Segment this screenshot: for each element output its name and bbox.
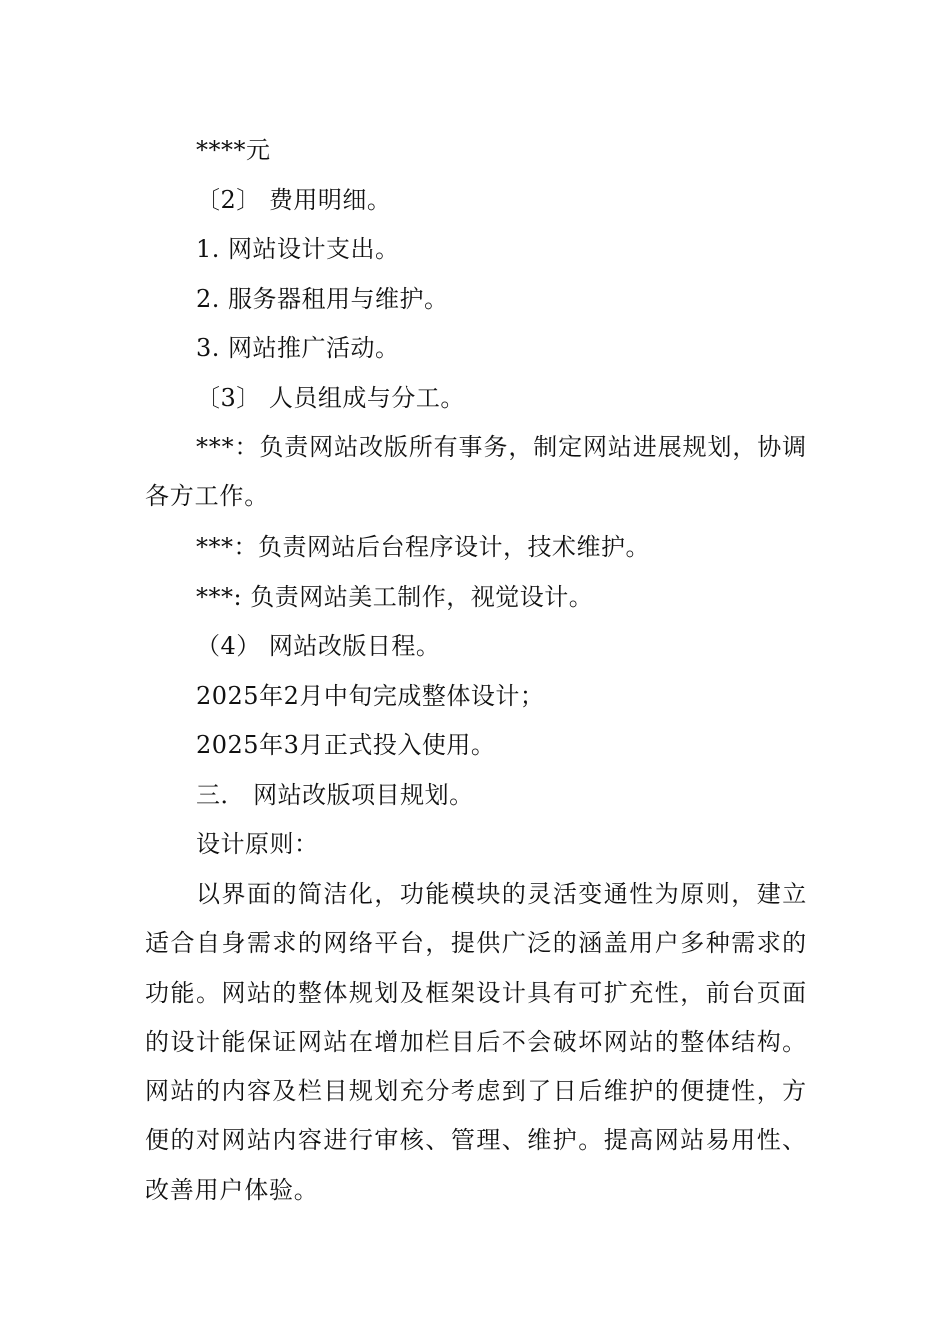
- design-principle-label: 设计原则：: [196, 830, 319, 858]
- schedule-item-launch: 2025年3月正式投入使用。: [196, 731, 496, 759]
- section-heading-staff: 〔3〕 人员组成与分工。: [196, 384, 465, 412]
- cost-item-promotion: 3. 网站推广活动。: [196, 334, 400, 362]
- staff-backend-duty: ***：负责网站后台程序设计，技术维护。: [196, 533, 650, 561]
- section-heading-project-plan: 三． 网站改版项目规划。: [196, 781, 474, 809]
- paragraph-coordinator-duty: ***：负责网站改版所有事务，制定网站进展规划，协调各方工作。: [145, 433, 807, 511]
- section-heading-cost-detail: 〔2〕 费用明细。: [196, 186, 392, 214]
- budget-amount-line: ****元: [196, 136, 271, 164]
- schedule-item-design: 2025年2月中旬完成整体设计；: [196, 682, 545, 710]
- cost-item-server-rental: 2. 服务器租用与维护。: [196, 285, 449, 313]
- cost-item-website-design: 1. 网站设计支出。: [196, 235, 400, 263]
- paragraph-design-principle: 以界面的简洁化，功能模块的灵活变通性为原则，建立适合自身需求的网络平台，提供广泛的涵盖用户多种需求的功能。网站的整体规划及框架设计具有可扩充性，前台页面的设计能保证网站在增加栏目后不会破坏网站的整体结构。网站的内容及栏目规划充分考虑到了日后维护的便捷性，方便的对网站内容进行审核、管理、维护。提高网站易用性、改善用户体验。: [145, 880, 807, 1204]
- staff-design-duty: ***: 负责网站美工制作，视觉设计。: [196, 583, 594, 611]
- section-heading-schedule: （4） 网站改版日程。: [196, 632, 441, 660]
